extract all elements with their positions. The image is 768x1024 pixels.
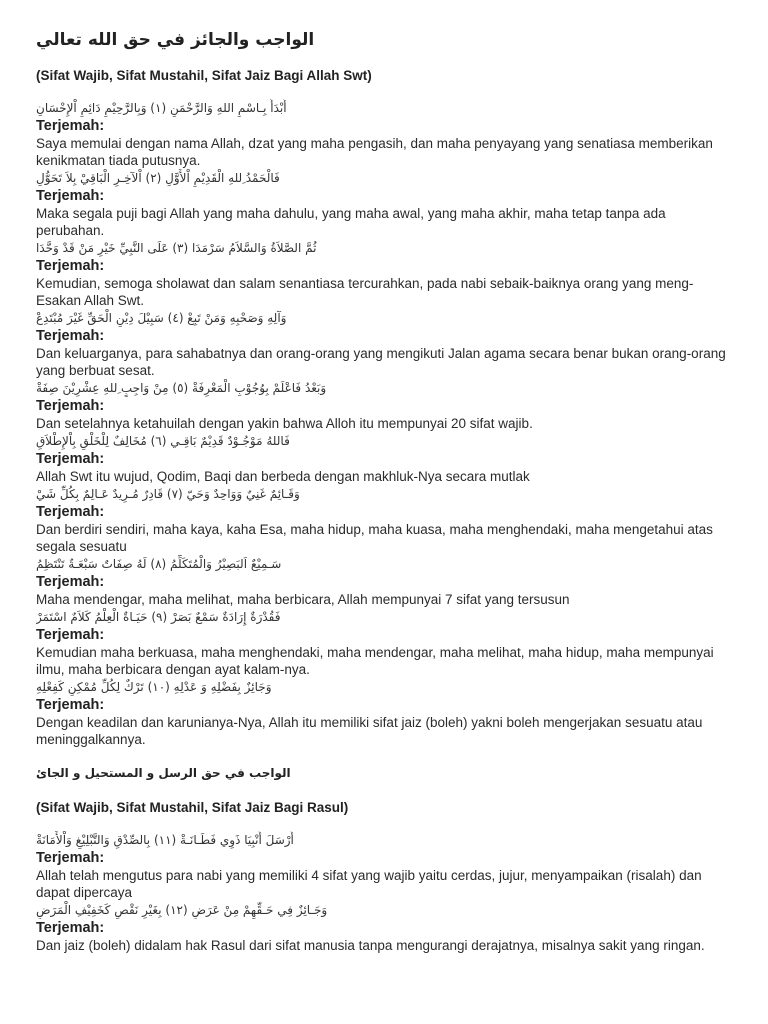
arabic-verse: وَبَعْدُ فَاعْلَمْ بِوُجُوْبِ الْمَعْرِفَةْ (٥) مِنْ وَاجِبٍ ِللهِ عِشْرِيْنَ صِفَةْ bbox=[36, 381, 327, 395]
terjemah-label: Terjemah: bbox=[36, 188, 105, 204]
verse-block bbox=[36, 901, 736, 954]
arabic-verse: أَرْسَلَ أَنْبِيَا ذَوِي فَطَـانَـةْ (١١) بِالصِّدْقِ وَالتَّبْلِيْغِ وَاْلأَمَانَةْ bbox=[36, 833, 294, 847]
arabic-verse: فَاللهُ مَوْجُـوْدٌ قَدِيْمٌ بَاقِـي (٦) مُخَالِفٌ لِلْخَلْقِ بِاْلإِطْلاَقِ bbox=[36, 434, 290, 448]
arabic-verse: وَقَـائِمٌ غَنِيٌ وَوَاحِدٌ وَحَيّ (٧) قَادِرٌ مُـرِيدٌ عَـالِمٌ بِكُلِّ شَيْ bbox=[36, 487, 300, 501]
document-page bbox=[36, 30, 736, 954]
translation-text: Maha mendengar, maha melihat, maha berbicara, Allah mempunyai 7 sifat yang tersusun bbox=[36, 592, 570, 607]
arabic-verse: فَالْحَمْدُ ِللهِ الْقَدِيْمِ اْلأَوَّلِ (٢) اْلآخِـرِ الْبَاقِيْ بِلاَ تَحَوُّلِ bbox=[36, 171, 280, 185]
translation-text: Dan jaiz (boleh) didalam hak Rasul dari sifat manusia tanpa mengurangi derajatnya, misalnya sakit yang ringan. bbox=[36, 938, 705, 953]
arabic-verse: فَقُدْرَةٌ إِرَادَةٌ سَمْعٌ بَصَرْ (٩) حَيَـاةٌ الْعِلْمُ كَلاَمٌ اسْتَمَرْ bbox=[36, 610, 281, 624]
section-rasul bbox=[36, 831, 736, 954]
terjemah-label: Terjemah: bbox=[36, 850, 105, 866]
verse-block bbox=[36, 379, 736, 432]
translation-text: Maka segala puji bagi Allah yang maha dahulu, yang maha awal, yang maha akhir, maha tetap tanpa ada perubahan. bbox=[36, 206, 666, 238]
verse-block bbox=[36, 309, 736, 379]
terjemah-label: Terjemah: bbox=[36, 697, 105, 713]
terjemah-label: Terjemah: bbox=[36, 920, 105, 936]
translation-text: Dengan keadilan dan karunianya-Nya, Allah itu memiliki sifat jaiz (boleh) yakni boleh mengerjakan sesuatu atau meninggalkannya. bbox=[36, 715, 703, 747]
terjemah-label: Terjemah: bbox=[36, 398, 105, 414]
verse-block bbox=[36, 485, 736, 555]
translation-text: Dan keluarganya, para sahabatnya dan orang-orang yang mengikuti Jalan agama secara benar bukan orang-orang yang berbuat sesat. bbox=[36, 346, 726, 378]
translation-text: Dan berdiri sendiri, maha kaya, kaha Esa, maha hidup, maha kuasa, maha menghendaki, maha mengetahui atas segala sesuatu bbox=[36, 522, 713, 554]
verse-block bbox=[36, 239, 736, 309]
arabic-verse: وَجَـائِزٌ فِي حَـقِّهِمْ مِنْ عَرَضِ (١٢) بِغَيْرِ نَقْصٍ كَخَفِيْفِ الْمَرَضِ bbox=[36, 903, 328, 917]
terjemah-label: Terjemah: bbox=[36, 451, 105, 467]
translation-text: Kemudian, semoga sholawat dan salam senantiasa tercurahkan, pada nabi sebaik-baiknya orang yang meng-Esakan Allah Swt. bbox=[36, 276, 694, 308]
verse-block bbox=[36, 678, 736, 748]
terjemah-label: Terjemah: bbox=[36, 574, 105, 590]
terjemah-label: Terjemah: bbox=[36, 504, 105, 520]
page-title: الواجب والجائز في حق الله تعالي bbox=[36, 30, 315, 50]
arabic-verse: وَجَائِزٌ بِفَضْلِهِ وَ عَدْلِهِ (١٠) تَرْكٌ لِكُلِّ مُمْكِنٍ كَفِعْلِهِ bbox=[36, 680, 272, 694]
verse-block bbox=[36, 831, 736, 901]
translation-text: Saya memulai dengan nama Allah, dzat yang maha pengasih, dan maha penyayang yang senatiasa memberikan kenikmatan tiada putusnya. bbox=[36, 136, 713, 168]
terjemah-label: Terjemah: bbox=[36, 328, 105, 344]
translation-text: Kemudian maha berkuasa, maha menghendaki, maha mendengar, maha melihat, maha hidup, maha mempunyai ilmu, maha berbicara dengan ayat kalam-nya. bbox=[36, 645, 714, 677]
translation-text: Allah telah mengutus para nabi yang memiliki 4 sifat yang wajib yaitu cerdas, jujur, menyampaikan (risalah) dan dapat dipercaya bbox=[36, 868, 702, 900]
verse-block bbox=[36, 169, 736, 239]
verse-block bbox=[36, 432, 736, 485]
verse-block bbox=[36, 99, 736, 169]
section-allah bbox=[36, 99, 736, 748]
arabic-verse: أَبْدَأُ بِـاسْمِ اللهِ وَالرَّحْمَنِ (١) وَبِالرَّحِيْمِ دَائِمِ اْلإِحْسَانِ bbox=[36, 101, 287, 115]
arabic-verse: وَآلِهِ وَصَحْبِهِ وَمَنْ تَبِعْ (٤) سَبِيْلَ دِيْنِ الْحَقِّ غَيْرَ مُبْتَدِعْ bbox=[36, 311, 287, 325]
terjemah-label: Terjemah: bbox=[36, 118, 105, 134]
terjemah-label: Terjemah: bbox=[36, 258, 105, 274]
section-title-rasul: الواجب في حق الرسل و المستحيل و الجائ bbox=[36, 766, 291, 780]
translation-text: Dan setelahnya ketahuilah dengan yakin bahwa Alloh itu mempunyai 20 sifat wajib. bbox=[36, 416, 533, 431]
subheading-allah: (Sifat Wajib, Sifat Mustahil, Sifat Jaiz Bagi Allah Swt) bbox=[36, 68, 372, 83]
arabic-verse: ثُمَّ الصَّلاَةُ وَالسَّلاَمُ سَرْمَدَا (٣) عَلَى النَّبِيِّ خَيْرِ مَنْ قَدْ وَحَّدَا bbox=[36, 241, 317, 255]
arabic-verse: سَـمِيْعٌ اَلبَصِيْرُ وَالْمُتَكَلِّمُ (٨) لَهُ صِفَاتٌ سَبْعَـةٌ تَنْتَظِمُ bbox=[36, 557, 282, 571]
translation-text: Allah Swt itu wujud, Qodim, Baqi dan berbeda dengan makhluk-Nya secara mutlak bbox=[36, 469, 530, 484]
subheading-rasul: (Sifat Wajib, Sifat Mustahil, Sifat Jaiz Bagi Rasul) bbox=[36, 800, 349, 815]
verse-block bbox=[36, 555, 736, 608]
terjemah-label: Terjemah: bbox=[36, 627, 105, 643]
verse-block bbox=[36, 608, 736, 678]
